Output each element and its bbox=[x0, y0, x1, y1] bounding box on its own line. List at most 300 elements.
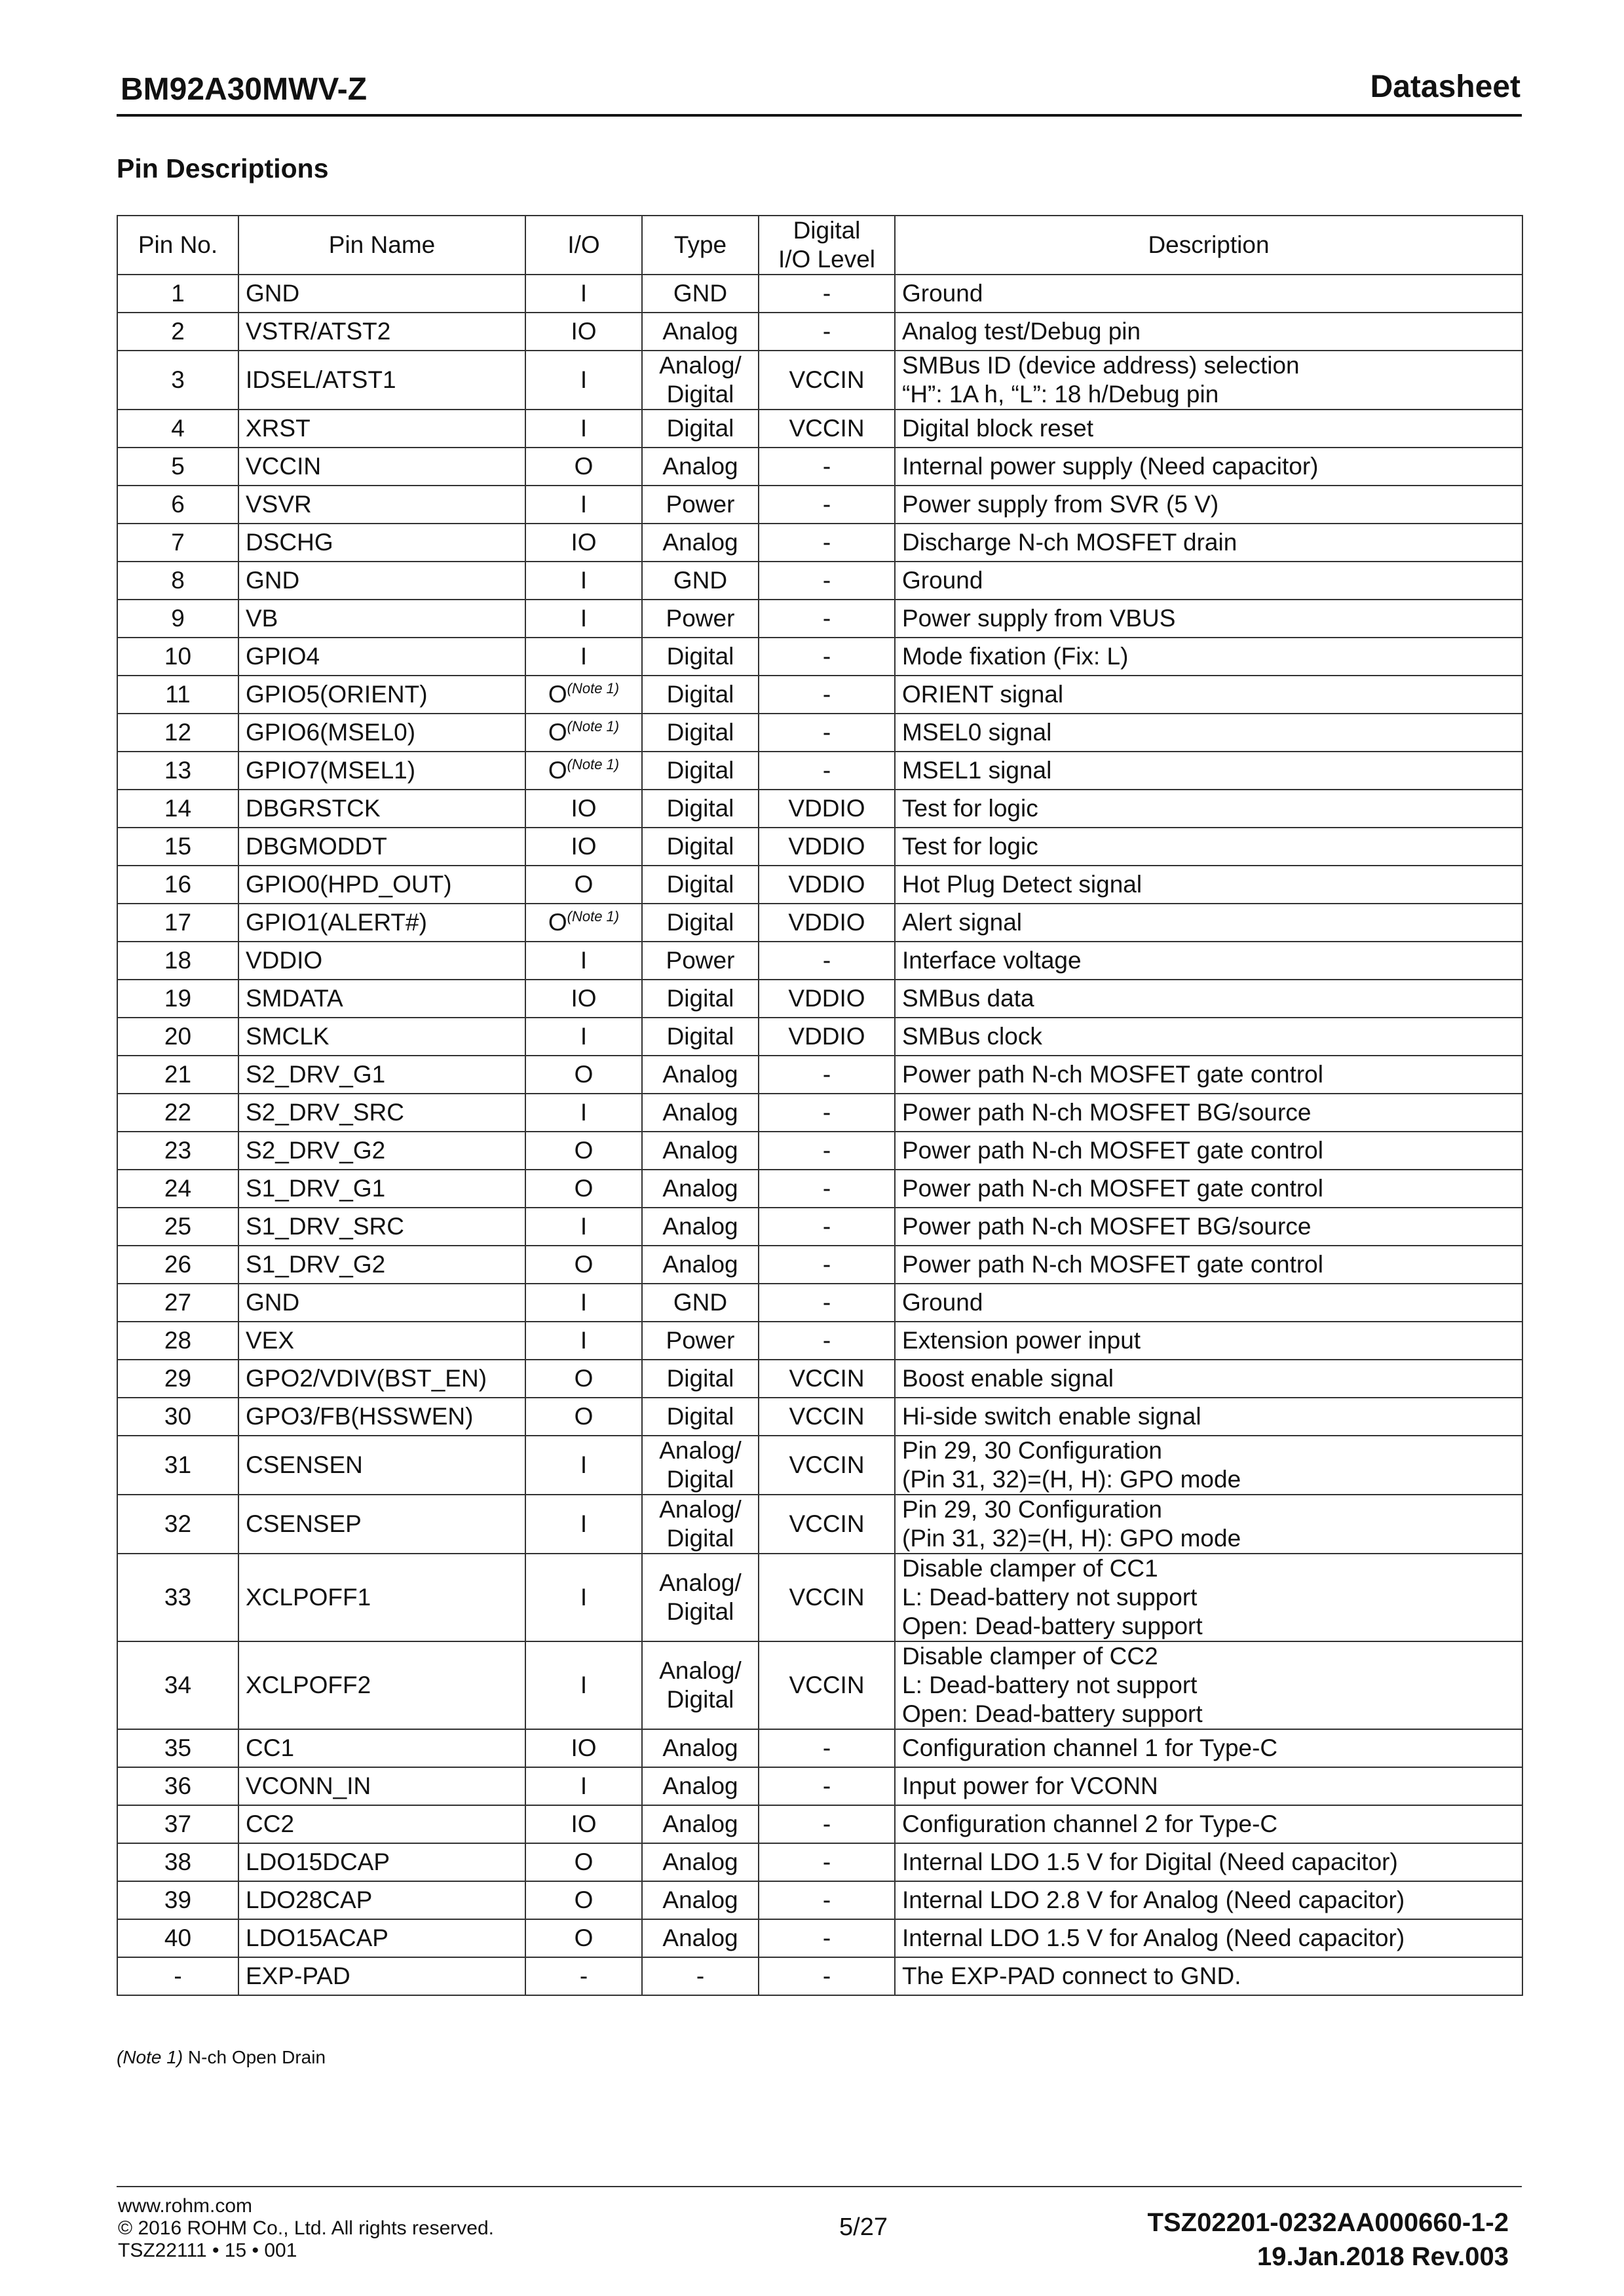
cell-type: Power bbox=[642, 1322, 759, 1360]
cell-digital-io-level: - bbox=[759, 676, 895, 714]
cell-digital-io-level: - bbox=[759, 638, 895, 676]
footer-website: www.rohm.com bbox=[118, 2195, 253, 2217]
cell-type: Analog/ Digital bbox=[642, 1554, 759, 1641]
footnote-text: N-ch Open Drain bbox=[183, 2047, 326, 2067]
io-note-reference: (Note 1) bbox=[567, 718, 620, 735]
table-row bbox=[117, 1805, 1522, 1843]
part-number: BM92A30MWV-Z bbox=[121, 72, 368, 107]
cell-pin-no: 36 bbox=[117, 1767, 238, 1805]
cell-pin-name: DBGRSTCK bbox=[238, 790, 525, 828]
cell-io: O bbox=[525, 1056, 642, 1094]
cell-pin-name: VB bbox=[238, 600, 525, 638]
cell-io: I bbox=[525, 638, 642, 676]
column-header-io: I/O bbox=[525, 216, 642, 275]
cell-pin-no: 32 bbox=[117, 1495, 238, 1554]
cell-type: Analog bbox=[642, 1132, 759, 1170]
section-title: Pin Descriptions bbox=[117, 153, 329, 183]
cell-io bbox=[525, 904, 642, 942]
cell-pin-no: 27 bbox=[117, 1284, 238, 1322]
cell-description: Power path N-ch MOSFET gate control bbox=[895, 1056, 1522, 1094]
cell-pin-no: 15 bbox=[117, 828, 238, 866]
cell-digital-io-level: VCCIN bbox=[759, 1436, 895, 1495]
cell-type: GND bbox=[642, 275, 759, 313]
cell-pin-no: 29 bbox=[117, 1360, 238, 1398]
table-header-row bbox=[117, 216, 1522, 275]
cell-type: Analog bbox=[642, 1881, 759, 1919]
table-row bbox=[117, 1919, 1522, 1957]
table-row bbox=[117, 1641, 1522, 1729]
cell-description: The EXP-PAD connect to GND. bbox=[895, 1957, 1522, 1995]
table-row bbox=[117, 790, 1522, 828]
cell-pin-no: 40 bbox=[117, 1919, 238, 1957]
table-row bbox=[117, 1246, 1522, 1284]
cell-description: Internal LDO 1.5 V for Analog (Need capacitor) bbox=[895, 1919, 1522, 1957]
cell-io: I bbox=[525, 942, 642, 980]
cell-digital-io-level: - bbox=[759, 1957, 895, 1995]
cell-description: Power supply from VBUS bbox=[895, 600, 1522, 638]
cell-io: IO bbox=[525, 980, 642, 1018]
cell-pin-name: GND bbox=[238, 1284, 525, 1322]
cell-pin-name: VSVR bbox=[238, 486, 525, 524]
cell-pin-no: 39 bbox=[117, 1881, 238, 1919]
cell-digital-io-level: - bbox=[759, 1056, 895, 1094]
cell-pin-name: VCCIN bbox=[238, 448, 525, 486]
cell-pin-no: 33 bbox=[117, 1554, 238, 1641]
cell-pin-no: 20 bbox=[117, 1018, 238, 1056]
cell-io: I bbox=[525, 1767, 642, 1805]
cell-pin-no: 22 bbox=[117, 1094, 238, 1132]
cell-type: - bbox=[642, 1957, 759, 1995]
table-row bbox=[117, 600, 1522, 638]
cell-description: Internal power supply (Need capacitor) bbox=[895, 448, 1522, 486]
table-row bbox=[117, 1170, 1522, 1208]
cell-pin-name: DBGMODDT bbox=[238, 828, 525, 866]
cell-type: Power bbox=[642, 600, 759, 638]
cell-digital-io-level: - bbox=[759, 714, 895, 752]
table-row bbox=[117, 1322, 1522, 1360]
column-header-type: Type bbox=[642, 216, 759, 275]
cell-pin-no: 11 bbox=[117, 676, 238, 714]
cell-type: Digital bbox=[642, 676, 759, 714]
cell-digital-io-level: - bbox=[759, 1805, 895, 1843]
cell-description: Ground bbox=[895, 1284, 1522, 1322]
cell-description: Configuration channel 2 for Type-C bbox=[895, 1805, 1522, 1843]
cell-digital-io-level: - bbox=[759, 486, 895, 524]
cell-digital-io-level: - bbox=[759, 448, 895, 486]
cell-pin-no: 8 bbox=[117, 562, 238, 600]
cell-type: Digital bbox=[642, 904, 759, 942]
table-row bbox=[117, 1843, 1522, 1881]
cell-digital-io-level: VDDIO bbox=[759, 1018, 895, 1056]
cell-type: Digital bbox=[642, 828, 759, 866]
cell-pin-name: LDO28CAP bbox=[238, 1881, 525, 1919]
cell-type: Analog/ Digital bbox=[642, 1495, 759, 1554]
cell-digital-io-level: - bbox=[759, 1246, 895, 1284]
cell-digital-io-level: VCCIN bbox=[759, 1495, 895, 1554]
cell-io: I bbox=[525, 1284, 642, 1322]
cell-digital-io-level: - bbox=[759, 1843, 895, 1881]
cell-pin-name: CC2 bbox=[238, 1805, 525, 1843]
cell-digital-io-level: VCCIN bbox=[759, 1360, 895, 1398]
cell-io: I bbox=[525, 275, 642, 313]
cell-description: Internal LDO 2.8 V for Analog (Need capacitor) bbox=[895, 1881, 1522, 1919]
cell-pin-no: 2 bbox=[117, 313, 238, 351]
cell-io: I bbox=[525, 410, 642, 448]
cell-description: Mode fixation (Fix: L) bbox=[895, 638, 1522, 676]
cell-pin-name: GPO3/FB(HSSWEN) bbox=[238, 1398, 525, 1436]
cell-description: Ground bbox=[895, 275, 1522, 313]
io-value: O bbox=[548, 719, 567, 746]
cell-pin-no: 10 bbox=[117, 638, 238, 676]
cell-type: GND bbox=[642, 562, 759, 600]
cell-description: Interface voltage bbox=[895, 942, 1522, 980]
cell-digital-io-level: - bbox=[759, 562, 895, 600]
cell-pin-name: GPIO5(ORIENT) bbox=[238, 676, 525, 714]
cell-pin-name: DSCHG bbox=[238, 524, 525, 562]
cell-pin-no: 17 bbox=[117, 904, 238, 942]
cell-pin-no: 38 bbox=[117, 1843, 238, 1881]
cell-type: Analog bbox=[642, 1729, 759, 1767]
cell-description: SMBus ID (device address) selection “H”: 1A h, “L”: 18 h/Debug pin bbox=[895, 351, 1522, 410]
cell-digital-io-level: VCCIN bbox=[759, 1554, 895, 1641]
cell-pin-name: IDSEL/ATST1 bbox=[238, 351, 525, 410]
cell-pin-no: 19 bbox=[117, 980, 238, 1018]
page-footer bbox=[117, 2186, 1522, 2271]
cell-digital-io-level: VCCIN bbox=[759, 1398, 895, 1436]
cell-digital-io-level: - bbox=[759, 313, 895, 351]
cell-type: Analog bbox=[642, 1843, 759, 1881]
cell-type: Analog bbox=[642, 1919, 759, 1957]
cell-type: Analog bbox=[642, 1805, 759, 1843]
cell-io: IO bbox=[525, 524, 642, 562]
cell-pin-name: LDO15ACAP bbox=[238, 1919, 525, 1957]
cell-digital-io-level: - bbox=[759, 1094, 895, 1132]
cell-description: SMBus data bbox=[895, 980, 1522, 1018]
io-value: O bbox=[548, 681, 567, 708]
cell-pin-no: 28 bbox=[117, 1322, 238, 1360]
cell-pin-name: GPIO4 bbox=[238, 638, 525, 676]
cell-pin-name: GPIO0(HPD_OUT) bbox=[238, 866, 525, 904]
cell-io: O bbox=[525, 1919, 642, 1957]
cell-io: I bbox=[525, 1094, 642, 1132]
pin-descriptions-table bbox=[117, 215, 1523, 1996]
table-row bbox=[117, 562, 1522, 600]
cell-description: Digital block reset bbox=[895, 410, 1522, 448]
cell-io bbox=[525, 752, 642, 790]
cell-description: Boost enable signal bbox=[895, 1360, 1522, 1398]
cell-io: IO bbox=[525, 790, 642, 828]
table-row bbox=[117, 980, 1522, 1018]
table-row bbox=[117, 638, 1522, 676]
footnote bbox=[117, 2047, 326, 2068]
cell-pin-no: - bbox=[117, 1957, 238, 1995]
cell-pin-name: GPO2/VDIV(BST_EN) bbox=[238, 1360, 525, 1398]
cell-digital-io-level: - bbox=[759, 1919, 895, 1957]
cell-description: Ground bbox=[895, 562, 1522, 600]
cell-digital-io-level: - bbox=[759, 1284, 895, 1322]
footer-left bbox=[118, 2195, 494, 2262]
cell-type: Analog bbox=[642, 1056, 759, 1094]
table-row bbox=[117, 714, 1522, 752]
cell-description: MSEL0 signal bbox=[895, 714, 1522, 752]
cell-digital-io-level: VCCIN bbox=[759, 351, 895, 410]
cell-digital-io-level: - bbox=[759, 942, 895, 980]
cell-pin-name: S1_DRV_SRC bbox=[238, 1208, 525, 1246]
cell-pin-name: GND bbox=[238, 275, 525, 313]
table-row bbox=[117, 1767, 1522, 1805]
cell-io bbox=[525, 714, 642, 752]
io-note-reference: (Note 1) bbox=[567, 680, 620, 697]
cell-io: IO bbox=[525, 828, 642, 866]
cell-description: SMBus clock bbox=[895, 1018, 1522, 1056]
cell-description: Analog test/Debug pin bbox=[895, 313, 1522, 351]
cell-pin-no: 4 bbox=[117, 410, 238, 448]
cell-io: IO bbox=[525, 1805, 642, 1843]
io-note-reference: (Note 1) bbox=[567, 756, 620, 773]
column-header-description: Description bbox=[895, 216, 1522, 275]
cell-pin-no: 12 bbox=[117, 714, 238, 752]
cell-pin-no: 24 bbox=[117, 1170, 238, 1208]
cell-pin-name: S2_DRV_SRC bbox=[238, 1094, 525, 1132]
cell-description: Power path N-ch MOSFET BG/source bbox=[895, 1094, 1522, 1132]
cell-io: O bbox=[525, 1398, 642, 1436]
cell-pin-name: LDO15DCAP bbox=[238, 1843, 525, 1881]
cell-description: Power path N-ch MOSFET gate control bbox=[895, 1132, 1522, 1170]
table-row bbox=[117, 1284, 1522, 1322]
cell-pin-no: 23 bbox=[117, 1132, 238, 1170]
cell-pin-no: 9 bbox=[117, 600, 238, 638]
cell-io bbox=[525, 676, 642, 714]
table-row bbox=[117, 275, 1522, 313]
cell-description: Disable clamper of CC2 L: Dead-battery not support Open: Dead-battery support bbox=[895, 1641, 1522, 1729]
column-header-digital-io-level: Digital I/O Level bbox=[759, 216, 895, 275]
table-row bbox=[117, 410, 1522, 448]
cell-io: O bbox=[525, 866, 642, 904]
cell-pin-name: S1_DRV_G1 bbox=[238, 1170, 525, 1208]
cell-type: GND bbox=[642, 1284, 759, 1322]
cell-type: Analog bbox=[642, 1170, 759, 1208]
cell-pin-no: 34 bbox=[117, 1641, 238, 1729]
document-type: Datasheet bbox=[1370, 69, 1520, 104]
cell-description: Pin 29, 30 Configuration (Pin 31, 32)=(H, H): GPO mode bbox=[895, 1495, 1522, 1554]
cell-pin-name: S1_DRV_G2 bbox=[238, 1246, 525, 1284]
cell-pin-no: 35 bbox=[117, 1729, 238, 1767]
cell-digital-io-level: VDDIO bbox=[759, 866, 895, 904]
table-row bbox=[117, 904, 1522, 942]
cell-pin-name: EXP-PAD bbox=[238, 1957, 525, 1995]
cell-description: Pin 29, 30 Configuration (Pin 31, 32)=(H, H): GPO mode bbox=[895, 1436, 1522, 1495]
table-row bbox=[117, 1495, 1522, 1554]
table-row bbox=[117, 676, 1522, 714]
document-number: TSZ02201-0232AA000660-1-2 bbox=[1147, 2208, 1509, 2237]
cell-io: O bbox=[525, 1360, 642, 1398]
table-row bbox=[117, 1208, 1522, 1246]
cell-io: I bbox=[525, 351, 642, 410]
cell-io: IO bbox=[525, 1729, 642, 1767]
cell-io: I bbox=[525, 1208, 642, 1246]
cell-type: Analog/ Digital bbox=[642, 351, 759, 410]
cell-pin-name: S2_DRV_G2 bbox=[238, 1132, 525, 1170]
cell-pin-no: 31 bbox=[117, 1436, 238, 1495]
cell-type: Digital bbox=[642, 1018, 759, 1056]
cell-description: Power path N-ch MOSFET gate control bbox=[895, 1170, 1522, 1208]
cell-pin-no: 18 bbox=[117, 942, 238, 980]
cell-io: O bbox=[525, 448, 642, 486]
footer-form-code: TSZ22111 • 15 • 001 bbox=[118, 2240, 297, 2261]
cell-digital-io-level: - bbox=[759, 275, 895, 313]
cell-io: O bbox=[525, 1843, 642, 1881]
cell-digital-io-level: - bbox=[759, 1767, 895, 1805]
cell-description: Test for logic bbox=[895, 828, 1522, 866]
cell-pin-no: 7 bbox=[117, 524, 238, 562]
cell-pin-no: 13 bbox=[117, 752, 238, 790]
cell-pin-name: VEX bbox=[238, 1322, 525, 1360]
cell-type: Digital bbox=[642, 1360, 759, 1398]
cell-description: Extension power input bbox=[895, 1322, 1522, 1360]
cell-description: Disable clamper of CC1 L: Dead-battery not support Open: Dead-battery support bbox=[895, 1554, 1522, 1641]
table-row bbox=[117, 752, 1522, 790]
cell-io: I bbox=[525, 1641, 642, 1729]
cell-pin-name: XCLPOFF1 bbox=[238, 1554, 525, 1641]
cell-io: O bbox=[525, 1170, 642, 1208]
cell-pin-no: 16 bbox=[117, 866, 238, 904]
cell-type: Digital bbox=[642, 638, 759, 676]
cell-digital-io-level: - bbox=[759, 752, 895, 790]
cell-digital-io-level: VDDIO bbox=[759, 828, 895, 866]
cell-pin-name: CSENSEP bbox=[238, 1495, 525, 1554]
cell-io: I bbox=[525, 562, 642, 600]
table-row bbox=[117, 1436, 1522, 1495]
cell-pin-no: 21 bbox=[117, 1056, 238, 1094]
cell-type: Power bbox=[642, 942, 759, 980]
cell-description: MSEL1 signal bbox=[895, 752, 1522, 790]
cell-type: Digital bbox=[642, 714, 759, 752]
cell-pin-name: XCLPOFF2 bbox=[238, 1641, 525, 1729]
cell-pin-no: 6 bbox=[117, 486, 238, 524]
cell-io: I bbox=[525, 600, 642, 638]
table-row bbox=[117, 942, 1522, 980]
cell-description: Power supply from SVR (5 V) bbox=[895, 486, 1522, 524]
cell-type: Analog bbox=[642, 1094, 759, 1132]
table-row bbox=[117, 1360, 1522, 1398]
table-body bbox=[117, 275, 1522, 1995]
cell-digital-io-level: - bbox=[759, 524, 895, 562]
table-row bbox=[117, 828, 1522, 866]
cell-digital-io-level: VCCIN bbox=[759, 1641, 895, 1729]
cell-type: Analog bbox=[642, 1767, 759, 1805]
cell-type: Digital bbox=[642, 752, 759, 790]
table-row bbox=[117, 866, 1522, 904]
cell-digital-io-level: VDDIO bbox=[759, 980, 895, 1018]
io-note-reference: (Note 1) bbox=[567, 908, 620, 925]
cell-io: I bbox=[525, 1018, 642, 1056]
cell-pin-name: GPIO7(MSEL1) bbox=[238, 752, 525, 790]
cell-type: Digital bbox=[642, 790, 759, 828]
cell-type: Power bbox=[642, 486, 759, 524]
cell-io: I bbox=[525, 1495, 642, 1554]
table-row bbox=[117, 313, 1522, 351]
cell-pin-name: VCONN_IN bbox=[238, 1767, 525, 1805]
footer-right bbox=[1148, 2206, 1509, 2274]
document-date-revision: 19.Jan.2018 Rev.003 bbox=[1256, 2242, 1509, 2271]
table-row bbox=[117, 1094, 1522, 1132]
cell-description: Discharge N-ch MOSFET drain bbox=[895, 524, 1522, 562]
table-row bbox=[117, 486, 1522, 524]
table-row bbox=[117, 1018, 1522, 1056]
table-row bbox=[117, 1132, 1522, 1170]
cell-pin-no: 25 bbox=[117, 1208, 238, 1246]
cell-type: Analog bbox=[642, 1246, 759, 1284]
cell-digital-io-level: - bbox=[759, 1881, 895, 1919]
cell-io: O bbox=[525, 1881, 642, 1919]
cell-type: Digital bbox=[642, 410, 759, 448]
cell-io: I bbox=[525, 1322, 642, 1360]
cell-description: Hot Plug Detect signal bbox=[895, 866, 1522, 904]
table-row bbox=[117, 1398, 1522, 1436]
table-row bbox=[117, 1056, 1522, 1094]
cell-type: Analog/ Digital bbox=[642, 1436, 759, 1495]
cell-pin-no: 3 bbox=[117, 351, 238, 410]
footnote-label: (Note 1) bbox=[117, 2047, 183, 2067]
footer-copyright: © 2016 ROHM Co., Ltd. All rights reserved. bbox=[118, 2217, 494, 2239]
cell-pin-name: GPIO1(ALERT#) bbox=[238, 904, 525, 942]
cell-description: Input power for VCONN bbox=[895, 1767, 1522, 1805]
cell-type: Digital bbox=[642, 980, 759, 1018]
cell-pin-name: XRST bbox=[238, 410, 525, 448]
cell-type: Analog bbox=[642, 448, 759, 486]
cell-digital-io-level: - bbox=[759, 600, 895, 638]
cell-description: Hi-side switch enable signal bbox=[895, 1398, 1522, 1436]
cell-pin-no: 14 bbox=[117, 790, 238, 828]
page-header bbox=[117, 63, 1522, 117]
cell-pin-no: 1 bbox=[117, 275, 238, 313]
cell-io: IO bbox=[525, 313, 642, 351]
io-value: O bbox=[548, 909, 567, 936]
cell-pin-no: 5 bbox=[117, 448, 238, 486]
cell-digital-io-level: - bbox=[759, 1208, 895, 1246]
cell-pin-name: GPIO6(MSEL0) bbox=[238, 714, 525, 752]
table-row bbox=[117, 524, 1522, 562]
page-number: 5/27 bbox=[839, 2213, 888, 2241]
cell-description: Power path N-ch MOSFET BG/source bbox=[895, 1208, 1522, 1246]
cell-pin-name: SMCLK bbox=[238, 1018, 525, 1056]
cell-io: I bbox=[525, 1554, 642, 1641]
cell-description: Test for logic bbox=[895, 790, 1522, 828]
cell-pin-no: 37 bbox=[117, 1805, 238, 1843]
cell-pin-name: CC1 bbox=[238, 1729, 525, 1767]
column-header-pin-name: Pin Name bbox=[238, 216, 525, 275]
cell-digital-io-level: VDDIO bbox=[759, 790, 895, 828]
cell-digital-io-level: VDDIO bbox=[759, 904, 895, 942]
cell-pin-name: SMDATA bbox=[238, 980, 525, 1018]
table-row bbox=[117, 1881, 1522, 1919]
cell-io: I bbox=[525, 1436, 642, 1495]
table-row bbox=[117, 351, 1522, 410]
table-row bbox=[117, 1729, 1522, 1767]
cell-type: Analog bbox=[642, 1208, 759, 1246]
cell-io: O bbox=[525, 1246, 642, 1284]
cell-digital-io-level: VCCIN bbox=[759, 410, 895, 448]
cell-io: - bbox=[525, 1957, 642, 1995]
cell-type: Digital bbox=[642, 866, 759, 904]
io-value: O bbox=[548, 757, 567, 784]
cell-pin-name: VDDIO bbox=[238, 942, 525, 980]
cell-description: Power path N-ch MOSFET gate control bbox=[895, 1246, 1522, 1284]
cell-pin-name: VSTR/ATST2 bbox=[238, 313, 525, 351]
cell-pin-name: S2_DRV_G1 bbox=[238, 1056, 525, 1094]
cell-type: Analog bbox=[642, 313, 759, 351]
column-header-pin-no: Pin No. bbox=[117, 216, 238, 275]
